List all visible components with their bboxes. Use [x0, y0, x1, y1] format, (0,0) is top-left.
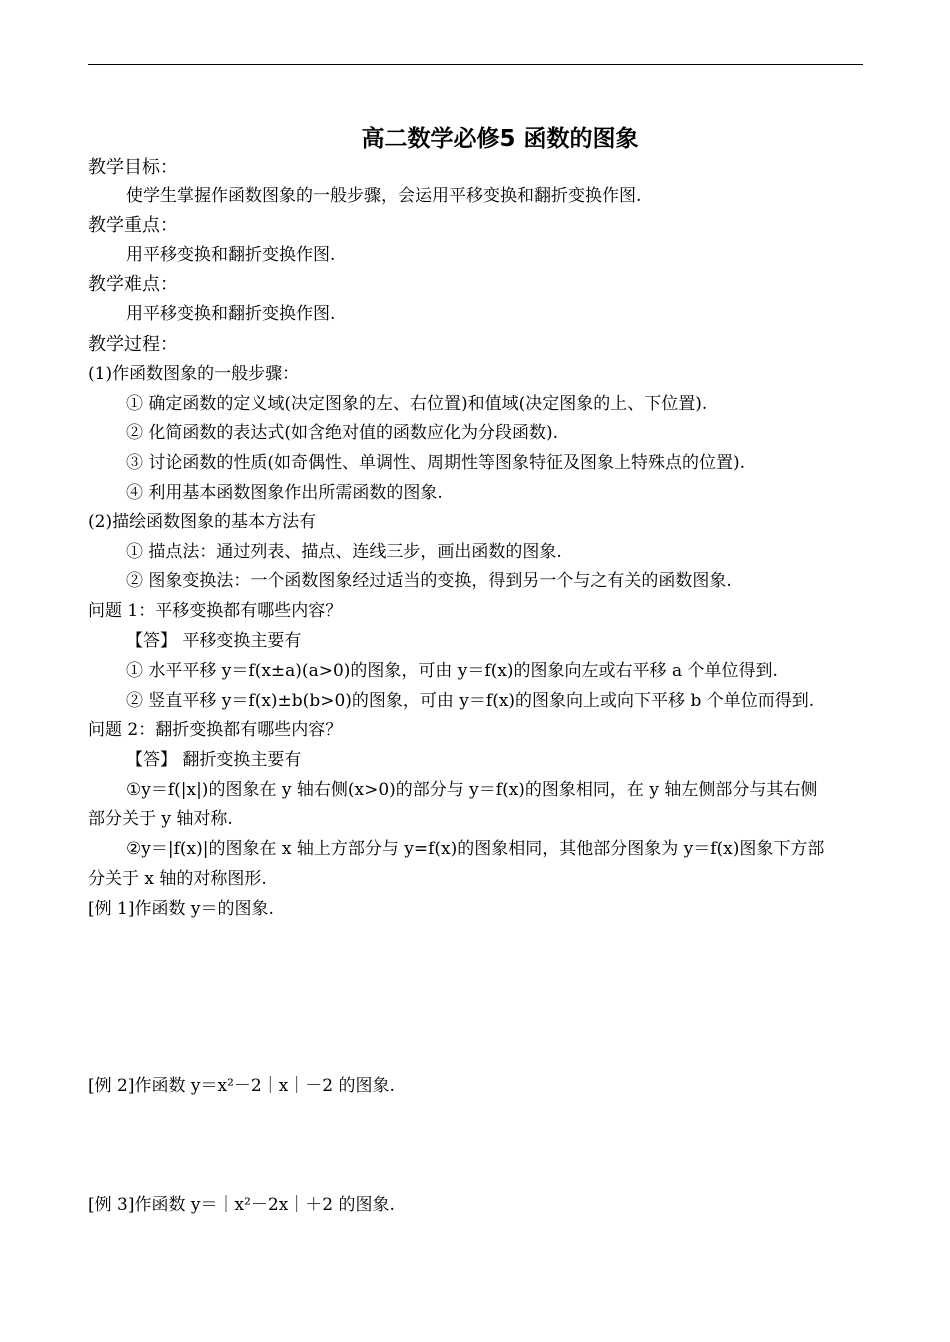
header-rule: [88, 64, 863, 65]
answer-2-item-2-line-2: 分关于 x 轴的对称图形.: [88, 869, 267, 889]
answer-2: 【答】 翻折变换主要有: [126, 750, 302, 770]
heading-key-point: 教学重点：: [88, 215, 178, 236]
example-3: [例 3]作函数 y＝｜x²－2x｜＋2 的图象.: [88, 1195, 395, 1215]
method-heading-2: (2)描绘函数图象的基本方法有: [88, 512, 317, 532]
key-point-text: 用平移变换和翻折变换作图.: [126, 245, 336, 265]
method-item-1: ① 描点法：通过列表、描点、连线三步，画出函数的图象.: [126, 542, 562, 562]
objective-text: 使学生掌握作函数图象的一般步骤，会运用平移变换和翻折变换作图.: [126, 186, 642, 206]
step-item-2: ② 化简函数的表达式(如含绝对值的函数应化为分段函数).: [126, 423, 559, 443]
heading-objective: 教学目标：: [88, 157, 178, 178]
difficulty-text: 用平移变换和翻折变换作图.: [126, 304, 336, 324]
step-heading-1: (1)作函数图象的一般步骤：: [88, 364, 300, 384]
step-item-4: ④ 利用基本函数图象作出所需函数的图象.: [126, 483, 443, 503]
answer-1-item-1: ① 水平平移 y＝f(x±a)(a>0)的图象，可由 y＝f(x)的图象向左或右平移 a 个单位得到.: [126, 661, 778, 681]
answer-2-item-1-line-2: 部分关于 y 轴对称.: [88, 809, 233, 829]
example-2: [例 2]作函数 y＝x²－2｜x｜－2 的图象.: [88, 1076, 395, 1096]
example-1: [例 1]作函数 y＝的图象.: [88, 899, 274, 919]
question-1: 问题 1：平移变换都有哪些内容？: [88, 601, 343, 621]
answer-1: 【答】 平移变换主要有: [126, 631, 302, 651]
answer-2-item-2-line-1: ②y＝|f(x)|的图象在 x 轴上方部分与 y=f(x)的图象相同，其他部分图象为 y＝f(x)图象下方部: [126, 839, 825, 859]
step-item-3: ③ 讨论函数的性质(如奇偶性、单调性、周期性等图象特征及图象上特殊点的位置).: [126, 453, 746, 473]
page-title: 高二数学必修5 函数的图象: [361, 126, 639, 152]
question-2: 问题 2：翻折变换都有哪些内容？: [88, 720, 343, 740]
method-item-2: ② 图象变换法：一个函数图象经过适当的变换，得到另一个与之有关的函数图象.: [126, 571, 732, 591]
answer-2-item-1-line-1: ①y＝f(|x|)的图象在 y 轴右侧(x>0)的部分与 y＝f(x)的图象相同，在 y 轴左侧部分与其右侧: [126, 780, 818, 800]
heading-difficulty: 教学难点：: [88, 274, 178, 295]
heading-process: 教学过程：: [88, 334, 178, 355]
step-item-1: ① 确定函数的定义域(决定图象的左、右位置)和值域(决定图象的上、下位置).: [126, 394, 708, 414]
answer-1-item-2: ② 竖直平移 y＝f(x)±b(b>0)的图象，可由 y＝f(x)的图象向上或向下平移 b 个单位而得到.: [126, 691, 815, 711]
